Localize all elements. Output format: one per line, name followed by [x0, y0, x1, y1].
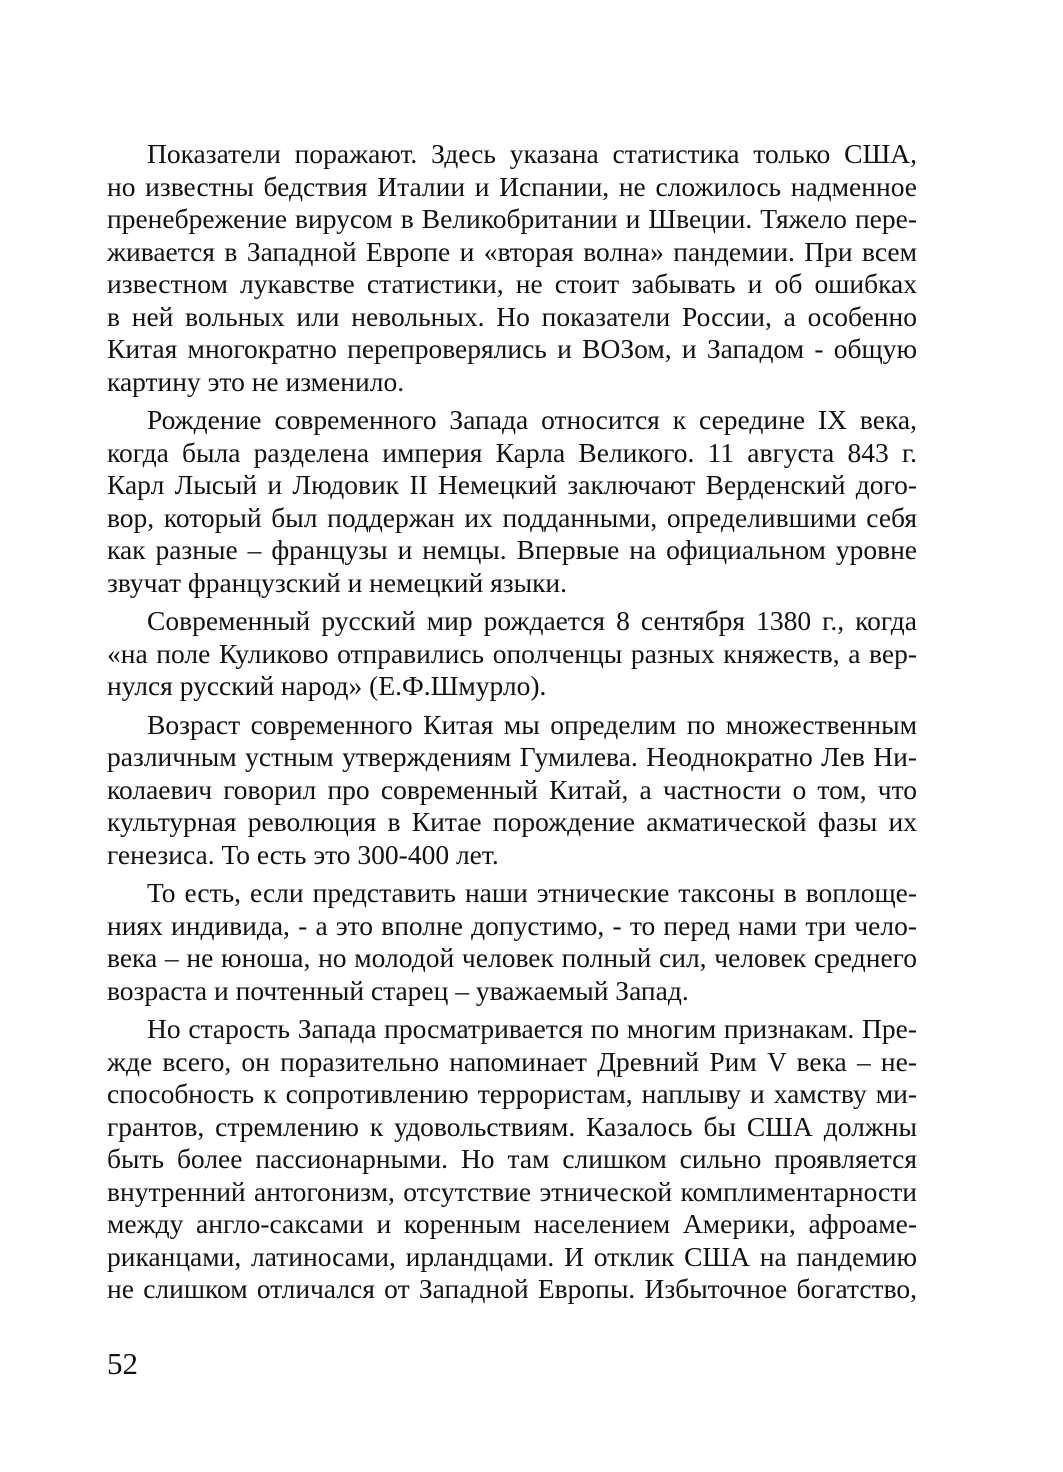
text-line: генезиса. То есть это 300-400 лет.	[107, 838, 499, 870]
text-line: не слишком отличался от Западной Европы. Избыточное богатство,	[107, 1273, 917, 1304]
text-line: в ней вольных или невольных. Но показатели России, а особенно	[107, 300, 917, 332]
text-line: вор, который был поддержан их подданными, определившими себя	[107, 501, 917, 533]
text-line: Возраст современного Китая мы определим по множественным	[147, 708, 917, 740]
paragraph	[107, 1013, 917, 1306]
paragraph	[107, 605, 917, 703]
text-line: грантов, стремлению к удовольствиям. Казалось бы США должны	[107, 1110, 917, 1142]
text-line: между англо-саксами и коренным населением Америки, афроаме-	[107, 1208, 917, 1239]
text-line: «на поле Куликово отправились ополченцы разных княжеств, а вер-	[107, 637, 917, 669]
paragraph	[107, 138, 917, 398]
text-line: возраста и почтенный старец – уважаемый Запад.	[107, 974, 689, 1006]
body-text	[107, 138, 917, 1306]
text-line: нулся русский народ» (Е.Ф.Шмурло).	[107, 670, 547, 701]
text-line: различным устным утверждениям Гумилева. Неоднократно Лев Ни-	[107, 741, 917, 772]
text-line: но известны бедствия Италии и Испании, не сложилось надменное	[107, 170, 917, 202]
text-line: звучат французский и немецкий языки.	[107, 566, 568, 598]
text-line: Современный русский мир рождается 8 сентября 1380 г., когда	[147, 605, 917, 636]
text-line: как разные – французы и немцы. Впервые на официальном уровне	[107, 534, 917, 565]
text-line: века – не юноша, но молодой человек полный сил, человек среднего	[107, 942, 917, 973]
text-line: известном лукавстве статистики, не стоит забывать и об ошибках	[107, 268, 917, 299]
text-line: когда была разделена империя Карла Великого. 11 августа 843 г.	[107, 436, 917, 468]
text-line: Карл Лысый и Людовик II Немецкий заключают Верденский дого-	[107, 469, 917, 500]
text-line: картину это не изменило.	[107, 365, 405, 397]
text-line: Но старость Запада просматривается по многим признакам. Пре-	[147, 1013, 917, 1044]
text-line: То есть, если представить наши этнические таксоны в воплоще-	[147, 877, 917, 908]
text-line: колаевич говорил про современный Китай, а частности о том, что	[107, 773, 917, 805]
paragraph	[107, 877, 917, 1007]
text-line: Китая многократно перепроверялись и ВОЗом, и Западом - общую	[107, 333, 917, 364]
text-line: живается в Западной Европе и «вторая волна» пандемии. При всем	[107, 235, 917, 267]
page-number: 52	[107, 1346, 138, 1381]
text-line: риканцами, латиносами, ирландцами. И отклик США на пандемию	[107, 1240, 917, 1272]
text-line: быть более пассионарными. Но там слишком сильно проявляется	[107, 1143, 917, 1174]
text-line: пренебрежение вирусом в Великобритании и Швеции. Тяжело пере-	[107, 203, 917, 234]
text-line: внутренний антогонизм, отсутствие этнической комплиментарности	[107, 1175, 917, 1207]
text-line: ниях индивида, - а это вполне допустимо, - то перед нами три чело-	[107, 909, 917, 941]
text-line: культурная революция в Китае порождение акматической фазы их	[107, 806, 917, 837]
text-line: способность к сопротивлению террористам, наплыву и хамству ми-	[107, 1078, 917, 1109]
paragraph	[107, 709, 917, 872]
paragraph	[107, 404, 917, 599]
text-line: жде всего, он поразительно напоминает Древний Рим V века – не-	[107, 1045, 917, 1077]
text-line: Показатели поражают. Здесь указана статистика только США,	[147, 138, 917, 169]
text-line: Рождение современного Запада относится к середине IX века,	[147, 404, 917, 435]
